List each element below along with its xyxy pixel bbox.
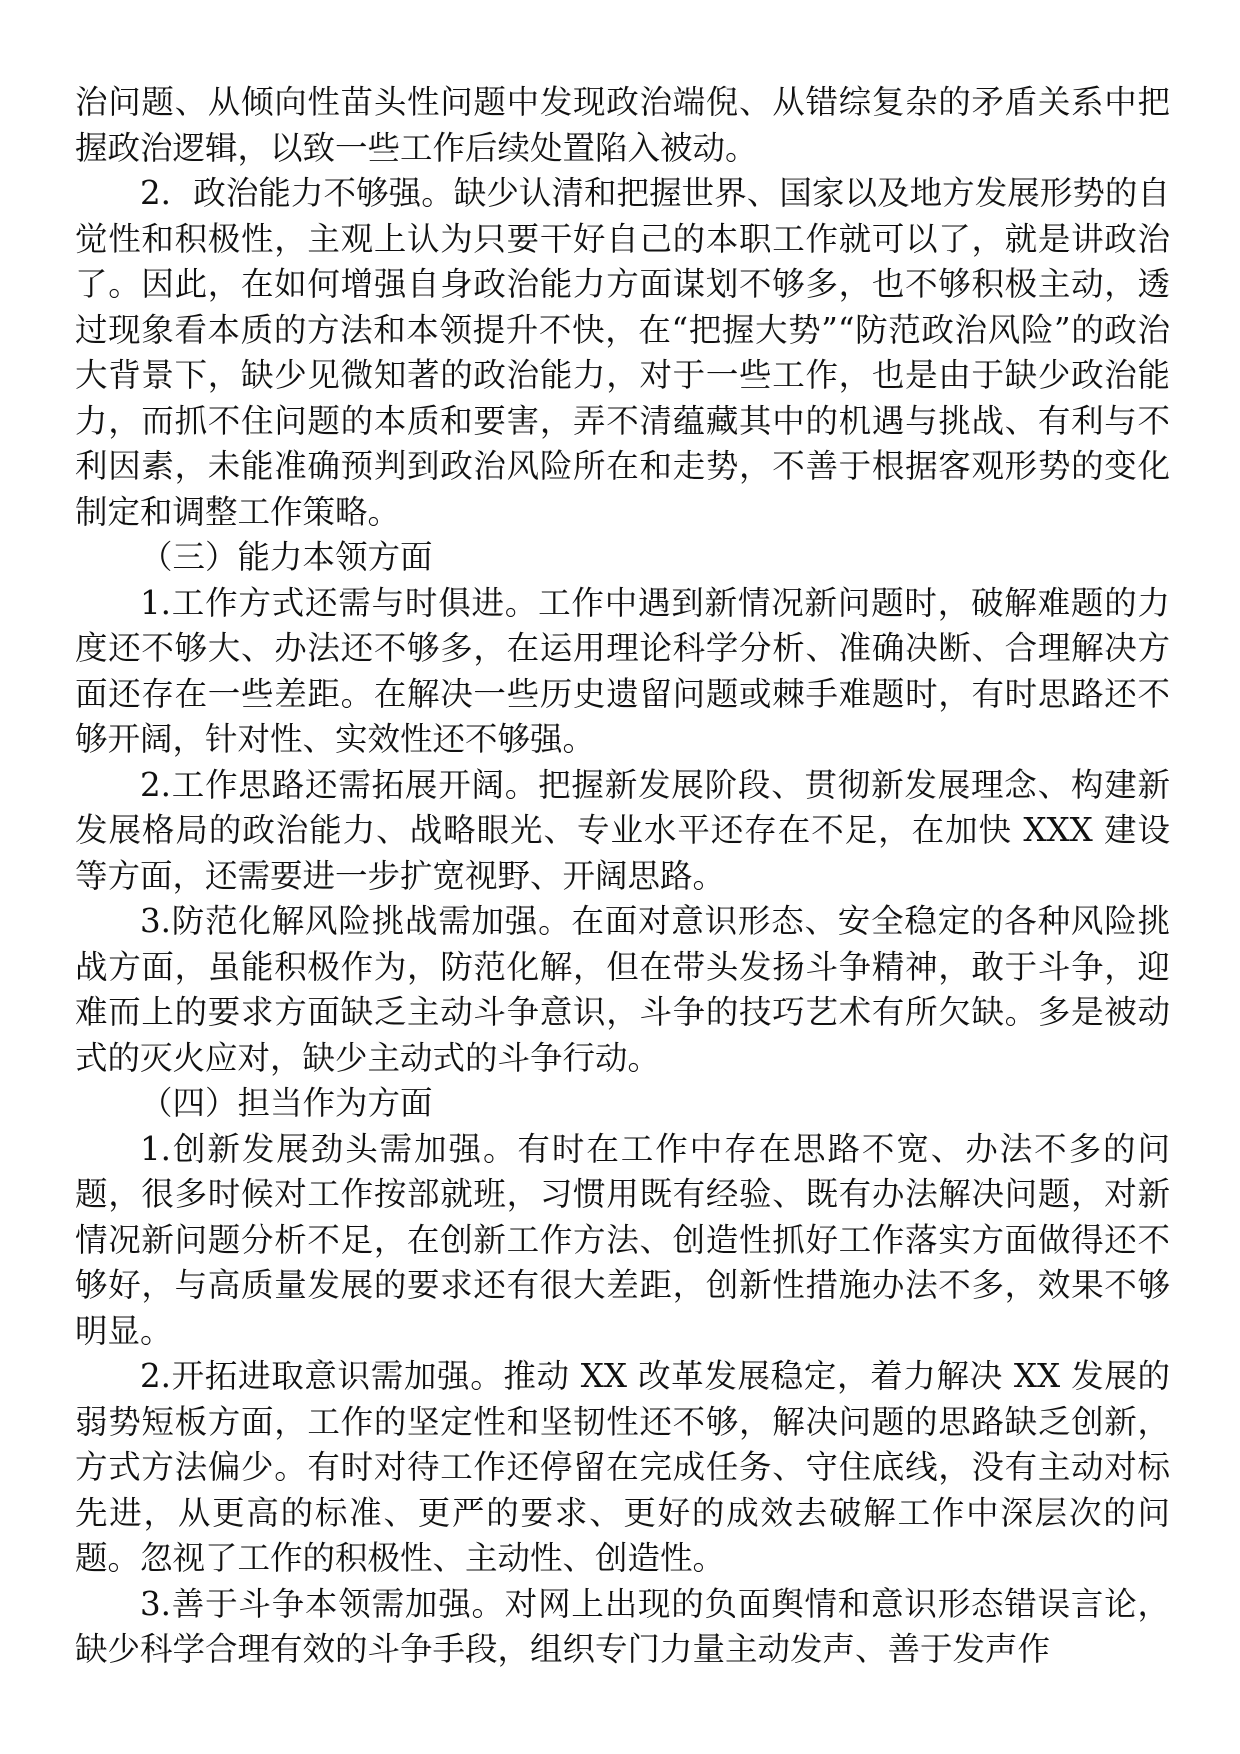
paragraph-work-thinking: 2.工作思路还需拓展开阔。把握新发展阶段、贯彻新发展理念、构建新发展格局的政治能力、战略眼光、专业水平还存在不足，在加快 XXX 建设等方面，还需要进一步扩宽视野、开阔思路。 (75, 765, 1170, 895)
paragraph-struggle-skill: 3.善于斗争本领需加强。对网上出现的负面舆情和意识形态错误言论，缺少科学合理有效的斗争手段，组织专门力量主动发声、善于发声作 (75, 1584, 1170, 1668)
section-heading-ability: （三）能力本领方面 (140, 538, 433, 576)
paragraph-political-ability: 2．政治能力不够强。缺少认清和把握世界、国家以及地方发展形势的自觉性和积极性，主观上认为只要干好自己的本职工作就可以了，就是讲政治了。因此，在如何增强自身政治能力方面谋划不够多，也不够积极主动，透过现象看本质的方法和本领提升不快，在“把握大势”“防范政治风险”的政治大背景下，缺少见微知著的政治能力，对于一些工作，也是由于缺少政治能力，而抓不住问题的本质和要害，弄不清蕴藏其中的机遇与挑战、有利与不利因素，未能准确预判到政治风险所在和走势，不善于根据客观形势的变化制定和调整工作策略。 (75, 174, 1170, 531)
section-heading-responsibility: （四）担当作为方面 (140, 1084, 433, 1122)
document-page (75, 80, 1170, 1673)
paragraph-continuation: 治问题、从倾向性苗头性问题中发现政治端倪、从错综复杂的矛盾关系中把握政治逻辑，以致一些工作后续处置陷入被动。 (75, 83, 1170, 167)
paragraph-work-method: 1.工作方式还需与时俱进。工作中遇到新情况新问题时，破解难题的力度还不够大、办法还不够多，在运用理论科学分析、准确决断、合理解决方面还存在一些差距。在解决一些历史遗留问题或棘手难题时，有时思路还不够开阔，针对性、实效性还不够强。 (75, 583, 1170, 758)
paragraph-innovation: 1.创新发展劲头需加强。有时在工作中存在思路不宽、办法不多的问题，很多时候对工作按部就班，习惯用既有经验、既有办法解决问题，对新情况新问题分析不足，在创新工作方法、创造性抓好工作落实方面做得还不够好，与高质量发展的要求还有很大差距，创新性措施办法不多，效果不够明显。 (75, 1129, 1170, 1350)
paragraph-risk-prevention: 3.防范化解风险挑战需加强。在面对意识形态、安全稳定的各种风险挑战方面，虽能积极作为，防范化解，但在带头发扬斗争精神，敢于斗争，迎难而上的要求方面缺乏主动斗争意识，斗争的技巧艺术有所欠缺。多是被动式的灭火应对，缺少主动式的斗争行动。 (75, 902, 1170, 1077)
paragraph-enterprising: 2.开拓进取意识需加强。推动 XX 改革发展稳定，着力解决 XX 发展的弱势短板方面，工作的坚定性和坚韧性还不够，解决问题的思路缺乏创新，方式方法偏少。有时对待工作还停留在完成任务、守住底线，没有主动对标先进，从更高的标准、更严的要求、更好的成效去破解工作中深层次的问题。忽视了工作的积极性、主动性、创造性。 (75, 1357, 1170, 1577)
